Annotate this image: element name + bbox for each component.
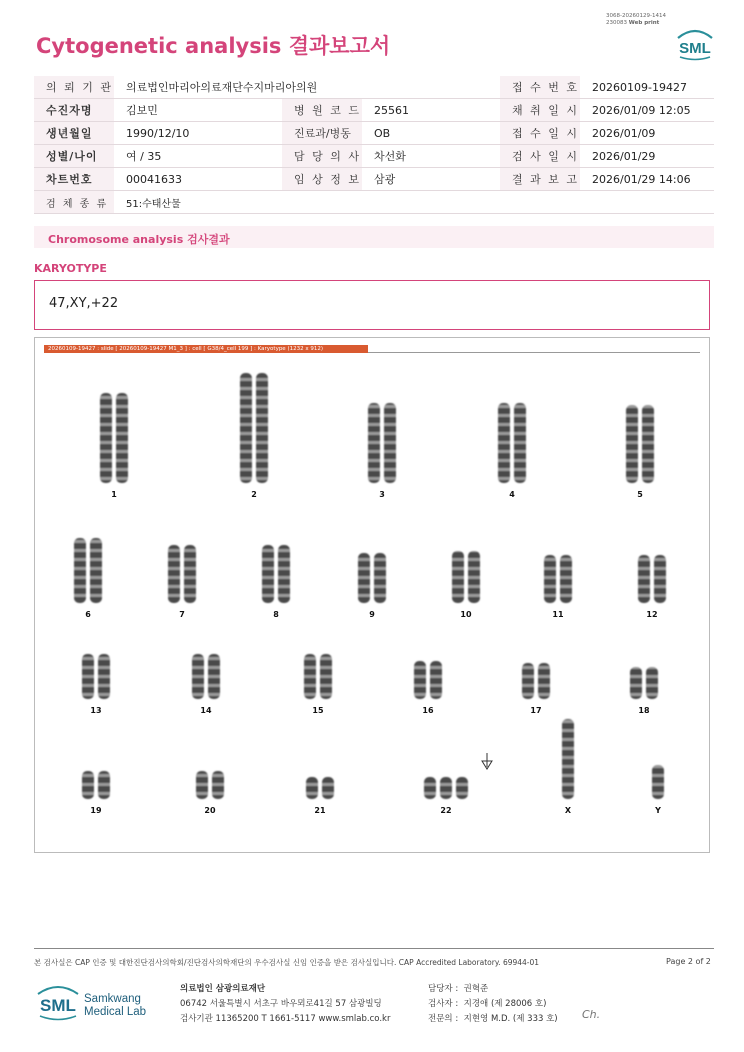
chromosome-17 (522, 663, 534, 699)
chromosome-2 (256, 373, 268, 483)
chromosome-4 (498, 403, 510, 483)
chromosome-3 (384, 403, 396, 483)
chromosome-7 (168, 545, 180, 603)
label-department: 진료과/병동 (282, 122, 362, 145)
page-number: Page 2 of 2 (666, 957, 711, 966)
chromosome-label: 17 (530, 706, 542, 715)
samkwang-logo-icon (36, 982, 156, 1026)
label-clinical-info: 임 상 정 보 (282, 168, 362, 191)
label-collection-date: 채 취 일 시 (500, 99, 580, 122)
value-birth-date: 1990/12/10 (114, 122, 282, 145)
chromosome-label: 7 (179, 610, 185, 619)
footer-divider (34, 948, 714, 949)
svg-text:SML: SML (40, 996, 76, 1015)
staff-entry: 검사자 : 지경애 (제 28006 호) (428, 999, 547, 1009)
label-patient-name: 수진자명 (34, 99, 114, 122)
value-collection-date: 2026/01/09 12:05 (580, 99, 714, 122)
chromosome-label: 3 (379, 490, 385, 499)
chromosome-label: 21 (314, 806, 326, 815)
chromosome-9 (374, 553, 386, 603)
chromosome-label: 15 (312, 706, 324, 715)
chromosome-label: 19 (90, 806, 102, 815)
label-test-date: 검 사 일 시 (500, 145, 580, 168)
value-received-date: 2026/01/09 (580, 122, 714, 145)
chromosome-label: 14 (200, 706, 212, 715)
info-row (34, 122, 714, 145)
chromosome-21 (306, 777, 318, 799)
chromosome-label: X (564, 806, 572, 815)
value-department: OB (362, 122, 500, 145)
label-sex-age: 성별/나이 (34, 145, 114, 168)
chromosome-18 (630, 667, 642, 699)
page-title: Cytogenetic analysis 결과보고서 (36, 34, 391, 58)
chromosome-1 (100, 393, 112, 483)
chromosome-13 (82, 654, 94, 699)
label-report-date: 결 과 보 고 (500, 168, 580, 191)
chromosome-1 (116, 393, 128, 483)
value-hospital-code: 25561 (362, 99, 500, 122)
karyotype-result: 47,XY,+22 (49, 296, 119, 311)
image-caption: 20260109-19427 : slide [ 20260109-19427 M1_3 ] : cell [ G38/4_cell 199 ] : Karyotype (1232 x 912) (48, 346, 323, 352)
chromosome-label: 2 (251, 490, 257, 499)
chromosome-22 (424, 777, 436, 799)
chromosome-5 (626, 405, 638, 483)
value-sex-age: 여 / 35 (114, 145, 282, 168)
chromosome-label: 18 (638, 706, 650, 715)
label-birth-date: 생년월일 (34, 122, 114, 145)
chromosome-20 (196, 771, 208, 799)
chromosome-19 (82, 771, 94, 799)
staff-entry: 전문의 : 지현영 M.D. (제 333 호) (428, 1014, 558, 1024)
karyogram (34, 337, 708, 851)
chromosome-18 (646, 667, 658, 699)
chromosome-2 (240, 373, 252, 483)
org-address: 06742 서울특별시 서초구 바우뫼로41길 57 삼광빌딩 (180, 999, 382, 1009)
org-name: 의료법인 삼광의료재단 (180, 984, 266, 994)
chromosome-8 (262, 545, 274, 603)
chromosome-16 (414, 661, 426, 699)
label-chart-number: 차트번호 (34, 168, 114, 191)
karyotype-result-box (34, 280, 710, 330)
trisomy-arrow-icon (482, 753, 492, 769)
chromosome-4 (514, 403, 526, 483)
chromosome-21 (322, 777, 334, 799)
chromosome-label: 1 (111, 490, 117, 499)
chromosome-10 (468, 551, 480, 603)
chromosome-label: 6 (85, 610, 91, 619)
patient-info-table (34, 76, 714, 214)
chromosome-11 (560, 555, 572, 603)
label-received-date: 접 수 일 시 (500, 122, 580, 145)
chromosome-12 (654, 555, 666, 603)
chromosome-label: Y (655, 806, 661, 815)
chromosome-14 (208, 654, 220, 699)
chromosome-16 (430, 661, 442, 699)
chromosome-22 (456, 777, 468, 799)
value-clinical-info: 삼광 (362, 168, 500, 191)
value-test-date: 2026/01/29 (580, 145, 714, 168)
chromosome-label: 10 (460, 610, 472, 619)
section-header (34, 226, 714, 248)
org-contact: 검사기관 11365200 T 1661-5117 www.smlab.co.kr (180, 1014, 391, 1024)
sml-logo-icon (674, 26, 716, 62)
label-requesting-institution: 의 뢰 기 관 (34, 76, 114, 99)
chromosome-6 (74, 538, 86, 603)
info-row (34, 145, 714, 168)
chromosome-label: 16 (422, 706, 434, 715)
label-specimen-type: 검 체 종 류 (34, 191, 114, 214)
chromosome-9 (358, 553, 370, 603)
chromosome-17 (538, 663, 550, 699)
chromosome-label: 8 (273, 610, 279, 619)
svg-text:SML: SML (679, 40, 711, 57)
chromosome-19 (98, 771, 110, 799)
value-chart-number: 00041633 (114, 168, 282, 191)
doc-code-line2: 230083 Web print (606, 20, 660, 26)
chromosome-15 (320, 654, 332, 699)
chromosome-7 (184, 545, 196, 603)
chromosome-15 (304, 654, 316, 699)
chromosome-X (562, 719, 574, 799)
chromosome-label: 12 (646, 610, 658, 619)
chromosome-label: 11 (552, 610, 564, 619)
section-title: Chromosome analysis 검사결과 (48, 233, 230, 246)
info-row (34, 168, 714, 191)
chromosome-22 (440, 777, 452, 799)
info-row (34, 76, 714, 99)
staff-entry: 담당자 : 권혁준 (428, 984, 489, 994)
value-physician: 차선화 (362, 145, 500, 168)
value-report-date: 2026/01/29 14:06 (580, 168, 714, 191)
chromosome-label: 20 (204, 806, 216, 815)
chromosome-11 (544, 555, 556, 603)
label-physician: 담 당 의 사 (282, 145, 362, 168)
chromosome-label: 4 (509, 490, 515, 499)
chromosome-10 (452, 551, 464, 603)
chromosome-label: 13 (90, 706, 102, 715)
chromosome-label: 22 (440, 806, 452, 815)
chromosome-8 (278, 545, 290, 603)
karyotype-label: KARYOTYPE (34, 262, 107, 275)
chromosome-5 (642, 405, 654, 483)
value-requesting-institution: 의료법인마리아의료재단수지마리아의원 (114, 76, 500, 99)
chromosome-3 (368, 403, 380, 483)
label-hospital-code: 병 원 코 드 (282, 99, 362, 122)
doc-code-line1: 3068-20260129-1414 (606, 13, 666, 19)
info-row (34, 99, 714, 122)
accreditation-note: 본 검사실은 CAP 인증 및 대한진단검사의학회/진단검사의학재단의 우수검사실 신임 인증을 받은 검사실입니다. CAP Accredited Laboratory. 69944-01 (34, 958, 540, 967)
label-accession-number: 접 수 번 호 (500, 76, 580, 99)
chromosome-Y (652, 765, 664, 799)
chromosome-6 (90, 538, 102, 603)
chromosome-label: 9 (369, 610, 375, 619)
value-specimen-type: 51:수태산물 (114, 191, 714, 214)
chromosome-12 (638, 555, 650, 603)
svg-text:Medical Lab: Medical Lab (84, 1006, 147, 1018)
value-patient-name: 김보민 (114, 99, 282, 122)
signature: Ch. (582, 1008, 601, 1021)
chromosome-13 (98, 654, 110, 699)
value-accession-number: 20260109-19427 (580, 76, 714, 99)
svg-text:Samkwang: Samkwang (84, 993, 141, 1005)
chromosome-14 (192, 654, 204, 699)
chromosome-20 (212, 771, 224, 799)
doc-code (606, 13, 666, 27)
chromosome-label: 5 (637, 490, 643, 499)
info-row (34, 191, 714, 214)
